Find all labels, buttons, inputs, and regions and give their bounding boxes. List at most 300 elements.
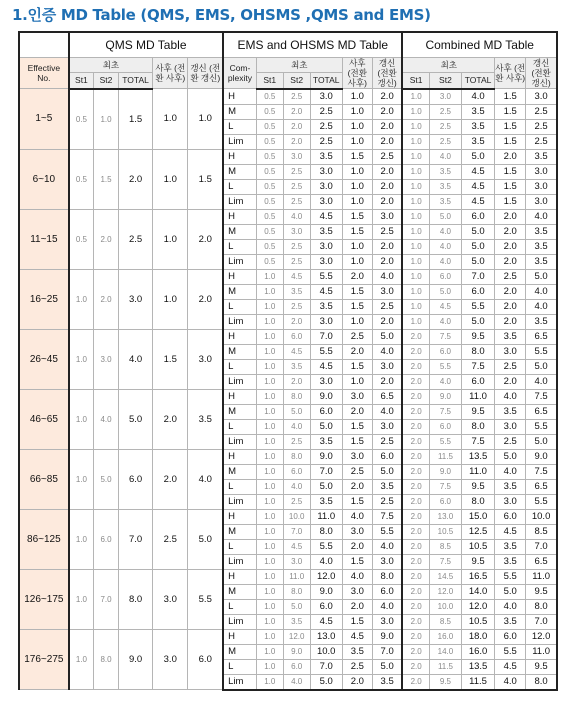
ems-renew-cell: 2.5 <box>372 224 402 239</box>
comb-total-cell: 14.0 <box>462 584 495 599</box>
comb-st2-cell: 6.0 <box>429 269 461 284</box>
ems-st1-cell: 0.5 <box>256 254 283 269</box>
ems-total-cell: 4.5 <box>310 209 342 224</box>
comb-st2-cell: 3.5 <box>429 164 461 179</box>
ems-surv-cell: 1.0 <box>342 254 372 269</box>
comb-renew-cell: 5.0 <box>526 434 557 449</box>
ems-st2-cell: 6.0 <box>283 329 310 344</box>
ems-total-cell: 3.0 <box>310 314 342 329</box>
comb-renew-cell: 9.5 <box>526 659 557 674</box>
qms-surv-cell: 2.0 <box>153 389 188 449</box>
ems-surv-cell: 4.0 <box>342 569 372 584</box>
comb-st1-cell: 1.0 <box>402 149 429 164</box>
table-row <box>19 509 557 524</box>
comb-renew-header: 갱신 (전환 갱신) <box>526 58 557 89</box>
comb-total-cell: 11.0 <box>462 464 495 479</box>
comb-st2-cell: 5.5 <box>429 359 461 374</box>
ems-st2-cell: 9.0 <box>283 644 310 659</box>
comb-total-cell: 12.5 <box>462 524 495 539</box>
ems-total-cell: 11.0 <box>310 509 342 524</box>
ems-st2-header: St2 <box>283 73 310 89</box>
effective-range: 16~25 <box>19 269 69 329</box>
complexity-level: H <box>223 89 256 105</box>
comb-st1-cell: 1.0 <box>402 284 429 299</box>
ems-st2-cell: 5.0 <box>283 404 310 419</box>
comb-renew-cell: 7.0 <box>526 539 557 554</box>
ems-st1-cell: 1.0 <box>256 374 283 389</box>
comb-st2-cell: 3.5 <box>429 194 461 209</box>
comb-total-cell: 8.0 <box>462 419 495 434</box>
comb-surv-cell: 3.5 <box>495 404 526 419</box>
effective-range: 6~10 <box>19 149 69 209</box>
ems-st2-cell: 6.0 <box>283 659 310 674</box>
comb-total-cell: 16.5 <box>462 569 495 584</box>
ems-surv-cell: 1.0 <box>342 119 372 134</box>
comb-total-cell: 5.5 <box>462 299 495 314</box>
ems-st2-cell: 2.0 <box>283 314 310 329</box>
qms-renew-cell: 1.5 <box>188 149 223 209</box>
comb-surv-cell: 4.5 <box>495 524 526 539</box>
ems-renew-cell: 4.0 <box>372 404 402 419</box>
comb-surv-cell: 4.0 <box>495 464 526 479</box>
ems-st1-cell: 1.0 <box>256 494 283 509</box>
qms-st2-cell: 4.0 <box>94 389 119 449</box>
comb-st1-cell: 2.0 <box>402 419 429 434</box>
ems-total-cell: 4.0 <box>310 554 342 569</box>
ems-st1-cell: 1.0 <box>256 329 283 344</box>
comb-surv-cell: 4.0 <box>495 389 526 404</box>
comb-surv-cell: 2.0 <box>495 254 526 269</box>
complexity-level: Lim <box>223 134 256 149</box>
table-row <box>19 629 557 644</box>
comb-st1-cell: 2.0 <box>402 569 429 584</box>
ems-renew-cell: 4.0 <box>372 269 402 284</box>
comb-surv-cell: 3.0 <box>495 419 526 434</box>
comb-surv-cell: 3.0 <box>495 344 526 359</box>
comb-st1-cell: 1.0 <box>402 254 429 269</box>
comb-renew-cell: 4.0 <box>526 284 557 299</box>
ems-st2-cell: 7.0 <box>283 524 310 539</box>
ems-surv-cell: 1.0 <box>342 164 372 179</box>
comb-st1-cell: 2.0 <box>402 374 429 389</box>
ems-total-cell: 7.0 <box>310 464 342 479</box>
comb-st1-cell: 2.0 <box>402 494 429 509</box>
qms-renew-header: 갱신 (전환 갱신) <box>188 58 223 89</box>
qms-surv-header: 사후 (전환 사후) <box>153 58 188 89</box>
qms-total-header: TOTAL <box>118 73 152 89</box>
qms-renew-cell: 5.0 <box>188 509 223 569</box>
complexity-level: Lim <box>223 674 256 690</box>
qms-st1-cell: 1.0 <box>69 449 94 509</box>
comb-st2-cell: 7.5 <box>429 479 461 494</box>
complexity-level: H <box>223 209 256 224</box>
comb-total-cell: 11.0 <box>462 389 495 404</box>
complexity-level: H <box>223 269 256 284</box>
ems-total-cell: 5.0 <box>310 419 342 434</box>
comb-renew-cell: 3.5 <box>526 314 557 329</box>
comb-total-cell: 5.0 <box>462 239 495 254</box>
comb-surv-cell: 3.5 <box>495 329 526 344</box>
comb-st1-cell: 2.0 <box>402 479 429 494</box>
comb-renew-cell: 7.0 <box>526 614 557 629</box>
ems-st2-cell: 2.5 <box>283 194 310 209</box>
comb-renew-cell: 12.0 <box>526 629 557 644</box>
ems-total-cell: 10.0 <box>310 644 342 659</box>
ems-st1-cell: 1.0 <box>256 659 283 674</box>
table-row <box>19 329 557 344</box>
ems-st1-cell: 0.5 <box>256 104 283 119</box>
comb-renew-cell: 3.0 <box>526 89 557 105</box>
ems-renew-cell: 8.0 <box>372 569 402 584</box>
qms-renew-cell: 3.5 <box>188 389 223 449</box>
ems-st2-cell: 4.0 <box>283 479 310 494</box>
comb-st2-cell: 4.0 <box>429 224 461 239</box>
comb-st2-cell: 2.5 <box>429 134 461 149</box>
ems-surv-cell: 1.0 <box>342 89 372 105</box>
ems-total-cell: 3.0 <box>310 194 342 209</box>
comb-surv-cell: 2.0 <box>495 284 526 299</box>
comb-surv-cell: 6.0 <box>495 629 526 644</box>
complexity-level: M <box>223 464 256 479</box>
comb-st2-cell: 6.0 <box>429 494 461 509</box>
ems-surv-cell: 4.5 <box>342 629 372 644</box>
qms-surv-cell: 1.0 <box>153 89 188 150</box>
comb-st1-cell: 1.0 <box>402 239 429 254</box>
ems-st1-cell: 1.0 <box>256 554 283 569</box>
table-row <box>19 389 557 404</box>
comb-st2-cell: 2.5 <box>429 104 461 119</box>
ems-surv-cell: 1.0 <box>342 179 372 194</box>
comb-st2-cell: 12.0 <box>429 584 461 599</box>
ems-st1-cell: 1.0 <box>256 599 283 614</box>
ems-total-cell: 2.5 <box>310 104 342 119</box>
qms-st2-cell: 3.0 <box>94 329 119 389</box>
comb-st2-cell: 9.5 <box>429 674 461 690</box>
ems-surv-cell: 3.5 <box>342 644 372 659</box>
comb-renew-cell: 3.5 <box>526 254 557 269</box>
comb-st2-header: St2 <box>429 73 461 89</box>
comb-st1-cell: 1.0 <box>402 269 429 284</box>
ems-total-cell: 8.0 <box>310 524 342 539</box>
ems-total-cell: 3.0 <box>310 179 342 194</box>
ems-st2-cell: 3.0 <box>283 149 310 164</box>
ems-renew-cell: 5.0 <box>372 329 402 344</box>
ems-st1-header: St1 <box>256 73 283 89</box>
comb-total-cell: 9.5 <box>462 554 495 569</box>
ems-renew-cell: 4.0 <box>372 539 402 554</box>
ems-st1-cell: 1.0 <box>256 284 283 299</box>
table-row <box>19 269 557 284</box>
ems-st2-cell: 4.5 <box>283 344 310 359</box>
comb-renew-cell: 5.5 <box>526 419 557 434</box>
comb-st1-cell: 2.0 <box>402 434 429 449</box>
comb-st1-cell: 1.0 <box>402 314 429 329</box>
qms-surv-cell: 1.0 <box>153 149 188 209</box>
qms-surv-cell: 3.0 <box>153 629 188 690</box>
complexity-level: Lim <box>223 614 256 629</box>
complexity-level: Lim <box>223 194 256 209</box>
ems-st1-cell: 1.0 <box>256 509 283 524</box>
complexity-level: Lim <box>223 434 256 449</box>
comb-st1-cell: 2.0 <box>402 404 429 419</box>
ems-surv-cell: 1.0 <box>342 314 372 329</box>
ems-st1-cell: 1.0 <box>256 449 283 464</box>
ems-renew-cell: 5.0 <box>372 659 402 674</box>
comb-total-cell: 6.0 <box>462 284 495 299</box>
ems-renew-cell: 7.0 <box>372 644 402 659</box>
comb-st1-cell: 2.0 <box>402 389 429 404</box>
ems-total-cell: 3.5 <box>310 434 342 449</box>
comb-st2-cell: 5.5 <box>429 434 461 449</box>
effective-range: 1~5 <box>19 89 69 150</box>
ems-st2-cell: 2.5 <box>283 179 310 194</box>
comb-renew-cell: 2.5 <box>526 134 557 149</box>
comb-surv-cell: 3.5 <box>495 479 526 494</box>
complexity-level: M <box>223 344 256 359</box>
comb-st2-cell: 4.0 <box>429 239 461 254</box>
qms-surv-cell: 3.0 <box>153 569 188 629</box>
comb-st1-cell: 2.0 <box>402 584 429 599</box>
comb-st2-cell: 11.5 <box>429 659 461 674</box>
ems-renew-cell: 2.5 <box>372 494 402 509</box>
ems-renew-cell: 2.0 <box>372 194 402 209</box>
comb-st1-cell: 1.0 <box>402 89 429 105</box>
comb-st2-cell: 4.0 <box>429 314 461 329</box>
qms-surv-cell: 2.5 <box>153 509 188 569</box>
qms-total-cell: 4.0 <box>118 329 152 389</box>
ems-surv-cell: 2.5 <box>342 329 372 344</box>
ems-surv-cell: 1.5 <box>342 209 372 224</box>
qms-st2-cell: 5.0 <box>94 449 119 509</box>
table-row <box>19 149 557 164</box>
ems-renew-cell: 3.0 <box>372 359 402 374</box>
comb-renew-cell: 8.0 <box>526 599 557 614</box>
comb-renew-cell: 4.0 <box>526 299 557 314</box>
ems-surv-cell: 1.5 <box>342 284 372 299</box>
comb-surv-cell: 1.5 <box>495 89 526 105</box>
comb-st2-cell: 8.5 <box>429 614 461 629</box>
ems-total-cell: 2.5 <box>310 134 342 149</box>
comb-st1-cell: 2.0 <box>402 464 429 479</box>
ems-renew-cell: 2.5 <box>372 434 402 449</box>
table-row <box>19 89 557 105</box>
ems-st2-cell: 2.0 <box>283 134 310 149</box>
comb-total-cell: 8.0 <box>462 344 495 359</box>
comb-surv-cell: 2.0 <box>495 224 526 239</box>
complexity-level: Lim <box>223 314 256 329</box>
qms-st1-cell: 0.5 <box>69 209 94 269</box>
comb-total-cell: 3.5 <box>462 104 495 119</box>
complexity-level: Lim <box>223 554 256 569</box>
comb-total-cell: 8.0 <box>462 494 495 509</box>
comb-st2-cell: 16.0 <box>429 629 461 644</box>
ems-surv-cell: 1.5 <box>342 494 372 509</box>
ems-renew-cell: 2.0 <box>372 134 402 149</box>
combined-header: Combined MD Table <box>402 32 557 58</box>
comb-surv-cell: 2.5 <box>495 359 526 374</box>
comb-surv-cell: 2.0 <box>495 314 526 329</box>
ems-surv-cell: 3.0 <box>342 584 372 599</box>
ems-total-cell: 3.5 <box>310 494 342 509</box>
comb-surv-cell: 1.5 <box>495 194 526 209</box>
comb-renew-cell: 3.0 <box>526 164 557 179</box>
comb-st2-cell: 7.5 <box>429 329 461 344</box>
comb-st1-cell: 2.0 <box>402 644 429 659</box>
ems-st1-cell: 1.0 <box>256 314 283 329</box>
ems-surv-cell: 1.5 <box>342 359 372 374</box>
ems-st1-cell: 1.0 <box>256 419 283 434</box>
comb-renew-cell: 5.5 <box>526 494 557 509</box>
comb-total-cell: 3.5 <box>462 134 495 149</box>
ems-ohsms-header: EMS and OHSMS MD Table <box>223 32 402 58</box>
ems-st2-cell: 11.0 <box>283 569 310 584</box>
qms-renew-cell: 2.0 <box>188 269 223 329</box>
effective-range: 126~175 <box>19 569 69 629</box>
qms-st2-cell: 2.0 <box>94 209 119 269</box>
ems-renew-cell: 3.0 <box>372 554 402 569</box>
comb-total-header: TOTAL <box>462 73 495 89</box>
comb-st1-cell: 1.0 <box>402 224 429 239</box>
qms-total-cell: 9.0 <box>118 629 152 690</box>
ems-st2-cell: 3.5 <box>283 284 310 299</box>
ems-st1-cell: 0.5 <box>256 134 283 149</box>
ems-surv-cell: 3.0 <box>342 524 372 539</box>
comb-st1-cell: 2.0 <box>402 344 429 359</box>
qms-st1-cell: 1.0 <box>69 329 94 389</box>
comb-renew-cell: 3.0 <box>526 194 557 209</box>
qms-st2-cell: 6.0 <box>94 509 119 569</box>
corner-cell <box>19 32 69 58</box>
ems-st1-cell: 1.0 <box>256 389 283 404</box>
complexity-level: H <box>223 149 256 164</box>
ems-renew-cell: 2.0 <box>372 374 402 389</box>
ems-total-cell: 7.0 <box>310 329 342 344</box>
comb-total-cell: 11.5 <box>462 674 495 690</box>
ems-st1-cell: 1.0 <box>256 344 283 359</box>
ems-st2-cell: 2.5 <box>283 494 310 509</box>
comb-surv-cell: 3.5 <box>495 614 526 629</box>
effective-range: 66~85 <box>19 449 69 509</box>
ems-renew-cell: 7.5 <box>372 509 402 524</box>
complexity-level: L <box>223 119 256 134</box>
ems-total-cell: 9.0 <box>310 449 342 464</box>
ems-surv-cell: 1.5 <box>342 299 372 314</box>
comb-total-cell: 4.0 <box>462 89 495 105</box>
effective-range: 11~15 <box>19 209 69 269</box>
ems-initial-header: 최초 <box>256 58 342 73</box>
comb-surv-cell: 5.5 <box>495 644 526 659</box>
qms-st1-cell: 0.5 <box>69 89 94 150</box>
comb-st2-cell: 10.0 <box>429 599 461 614</box>
comb-surv-cell: 4.5 <box>495 659 526 674</box>
ems-surv-cell: 1.0 <box>342 239 372 254</box>
comb-st1-cell: 1.0 <box>402 164 429 179</box>
qms-renew-cell: 6.0 <box>188 629 223 690</box>
qms-renew-cell: 1.0 <box>188 89 223 150</box>
comb-total-cell: 12.0 <box>462 599 495 614</box>
comb-total-cell: 7.5 <box>462 359 495 374</box>
qms-total-cell: 3.0 <box>118 269 152 329</box>
comb-total-cell: 15.0 <box>462 509 495 524</box>
ems-total-cell: 3.5 <box>310 299 342 314</box>
ems-renew-cell: 3.5 <box>372 479 402 494</box>
ems-surv-cell: 2.0 <box>342 344 372 359</box>
ems-st1-cell: 0.5 <box>256 239 283 254</box>
ems-renew-cell: 3.5 <box>372 674 402 690</box>
ems-surv-cell: 2.5 <box>342 659 372 674</box>
comb-renew-cell: 11.0 <box>526 644 557 659</box>
comb-renew-cell: 3.5 <box>526 239 557 254</box>
qms-st1-cell: 1.0 <box>69 629 94 690</box>
ems-st1-cell: 1.0 <box>256 584 283 599</box>
comb-st2-cell: 13.0 <box>429 509 461 524</box>
ems-st1-cell: 0.5 <box>256 164 283 179</box>
ems-st2-cell: 4.0 <box>283 419 310 434</box>
ems-renew-cell: 3.0 <box>372 614 402 629</box>
ems-st1-cell: 1.0 <box>256 269 283 284</box>
ems-st1-cell: 0.5 <box>256 224 283 239</box>
comb-surv-cell: 4.0 <box>495 599 526 614</box>
effective-range: 176~275 <box>19 629 69 690</box>
ems-total-cell: 7.0 <box>310 659 342 674</box>
comb-total-cell: 6.0 <box>462 374 495 389</box>
qms-total-cell: 1.5 <box>118 89 152 150</box>
qms-st1-cell: 1.0 <box>69 269 94 329</box>
effective-no-header: Effective No. <box>19 58 69 89</box>
comb-total-cell: 9.5 <box>462 329 495 344</box>
comb-st1-cell: 2.0 <box>402 359 429 374</box>
comb-st1-cell: 2.0 <box>402 674 429 690</box>
ems-total-cell: 5.5 <box>310 269 342 284</box>
comb-surv-cell: 2.5 <box>495 434 526 449</box>
comb-surv-cell: 1.5 <box>495 134 526 149</box>
comb-st2-cell: 10.5 <box>429 524 461 539</box>
qms-surv-cell: 1.0 <box>153 269 188 329</box>
ems-total-cell: 4.5 <box>310 614 342 629</box>
ems-st2-cell: 2.5 <box>283 434 310 449</box>
comb-renew-cell: 5.0 <box>526 359 557 374</box>
qms-total-cell: 5.0 <box>118 389 152 449</box>
ems-renew-cell: 4.0 <box>372 344 402 359</box>
ems-st1-cell: 1.0 <box>256 464 283 479</box>
ems-total-cell: 13.0 <box>310 629 342 644</box>
qms-total-cell: 2.5 <box>118 209 152 269</box>
comb-total-cell: 5.0 <box>462 149 495 164</box>
complexity-level: M <box>223 584 256 599</box>
comb-initial-header: 최초 <box>402 58 494 73</box>
ems-st1-cell: 1.0 <box>256 644 283 659</box>
ems-st2-cell: 2.0 <box>283 374 310 389</box>
comb-total-cell: 13.5 <box>462 449 495 464</box>
complexity-level: L <box>223 539 256 554</box>
ems-total-cell: 5.0 <box>310 674 342 690</box>
ems-st2-cell: 2.5 <box>283 239 310 254</box>
ems-surv-cell: 2.0 <box>342 599 372 614</box>
comb-surv-cell: 2.0 <box>495 374 526 389</box>
complexity-level: H <box>223 629 256 644</box>
comb-st2-cell: 2.5 <box>429 119 461 134</box>
ems-renew-cell: 2.0 <box>372 89 402 105</box>
qms-surv-cell: 1.0 <box>153 209 188 269</box>
table-row <box>19 449 557 464</box>
ems-st2-cell: 8.0 <box>283 449 310 464</box>
complexity-header: Com-plexity <box>223 58 256 89</box>
comb-surv-header: 사후 (전환 사후) <box>495 58 526 89</box>
comb-st2-cell: 14.5 <box>429 569 461 584</box>
comb-total-cell: 3.5 <box>462 119 495 134</box>
ems-total-cell: 3.0 <box>310 374 342 389</box>
qms-st2-cell: 8.0 <box>94 629 119 690</box>
